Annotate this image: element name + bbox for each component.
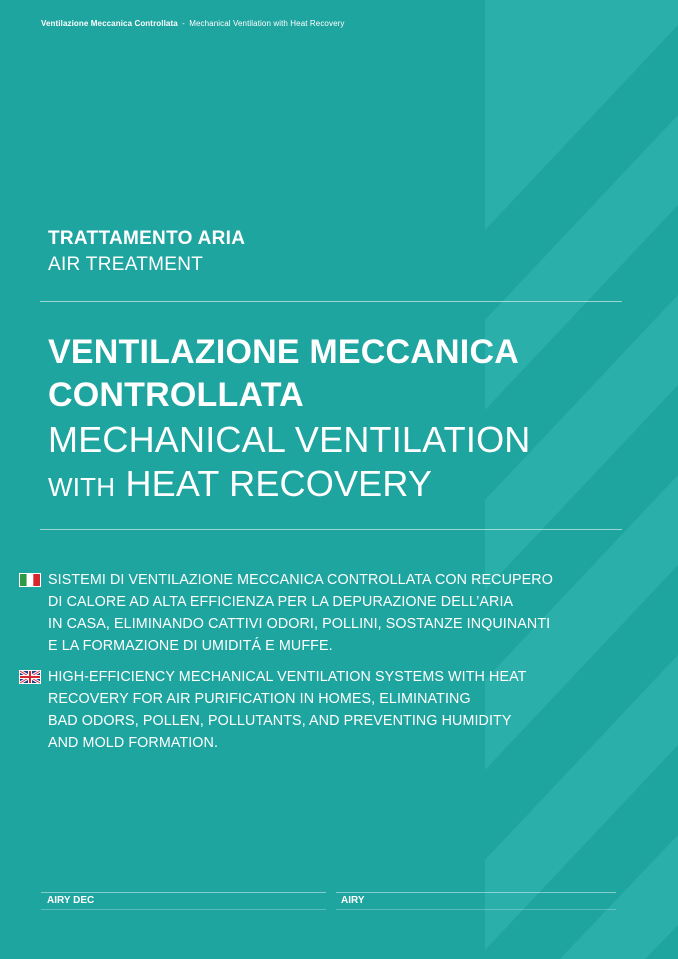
main-title-en-rest: HEAT RECOVERY <box>125 463 433 504</box>
header-title-it: Ventilazione Meccanica Controllata <box>41 19 178 28</box>
description-it-line: DI CALORE AD ALTA EFFICIENZA PER LA DEPURAZIONE DELL’ARIA <box>48 594 514 610</box>
description-en-line: HIGH-EFFICIENCY MECHANICAL VENTILATION SYSTEMS WITH HEAT <box>48 669 527 685</box>
main-title-en <box>48 418 648 509</box>
footer-label-airy-dec: AIRY DEC <box>47 895 95 906</box>
footer-right-rule <box>336 892 616 893</box>
header-separator: - <box>182 19 185 28</box>
description-it-line: E LA FORMAZIONE DI UMIDITÁ E MUFFE. <box>48 638 333 654</box>
running-header <box>41 19 345 28</box>
footer-label-airy: AIRY <box>341 895 365 906</box>
main-title-en-line2 <box>48 462 648 509</box>
main-title-it <box>48 331 648 417</box>
header-title-en: Mechanical Ventilation with Heat Recovery <box>189 19 345 28</box>
footer-left-rule <box>41 892 326 893</box>
description-en-line: AND MOLD FORMATION. <box>48 735 219 751</box>
description-en <box>48 666 638 754</box>
description-en-line: RECOVERY FOR AIR PURIFICATION IN HOMES, ELIMINATING <box>48 691 471 707</box>
section-title-en: AIR TREATMENT <box>48 254 204 275</box>
main-title-en-with: WITH <box>48 472 116 502</box>
divider-bottom <box>40 529 622 530</box>
description-it-line: SISTEMI DI VENTILAZIONE MECCANICA CONTROLLATA CON RECUPERO <box>48 572 553 588</box>
uk-flag-icon <box>19 670 41 684</box>
footer-left-underline <box>41 909 326 910</box>
description-en-line: BAD ODORS, POLLEN, POLLUTANTS, AND PREVENTING HUMIDITY <box>48 713 512 729</box>
italian-flag-icon <box>19 573 41 587</box>
footer-right-underline <box>336 909 616 910</box>
main-title-it-line1: VENTILAZIONE MECCANICA <box>48 333 519 371</box>
section-title-it: TRATTAMENTO ARIA <box>48 228 246 249</box>
divider-top <box>40 301 622 302</box>
description-it-line: IN CASA, ELIMINANDO CATTIVI ODORI, POLLINI, SOSTANZE INQUINANTI <box>48 616 551 632</box>
main-title-it-line2: CONTROLLATA <box>48 376 304 414</box>
main-title-en-line1: MECHANICAL VENTILATION <box>48 419 531 460</box>
description-it <box>48 569 638 657</box>
